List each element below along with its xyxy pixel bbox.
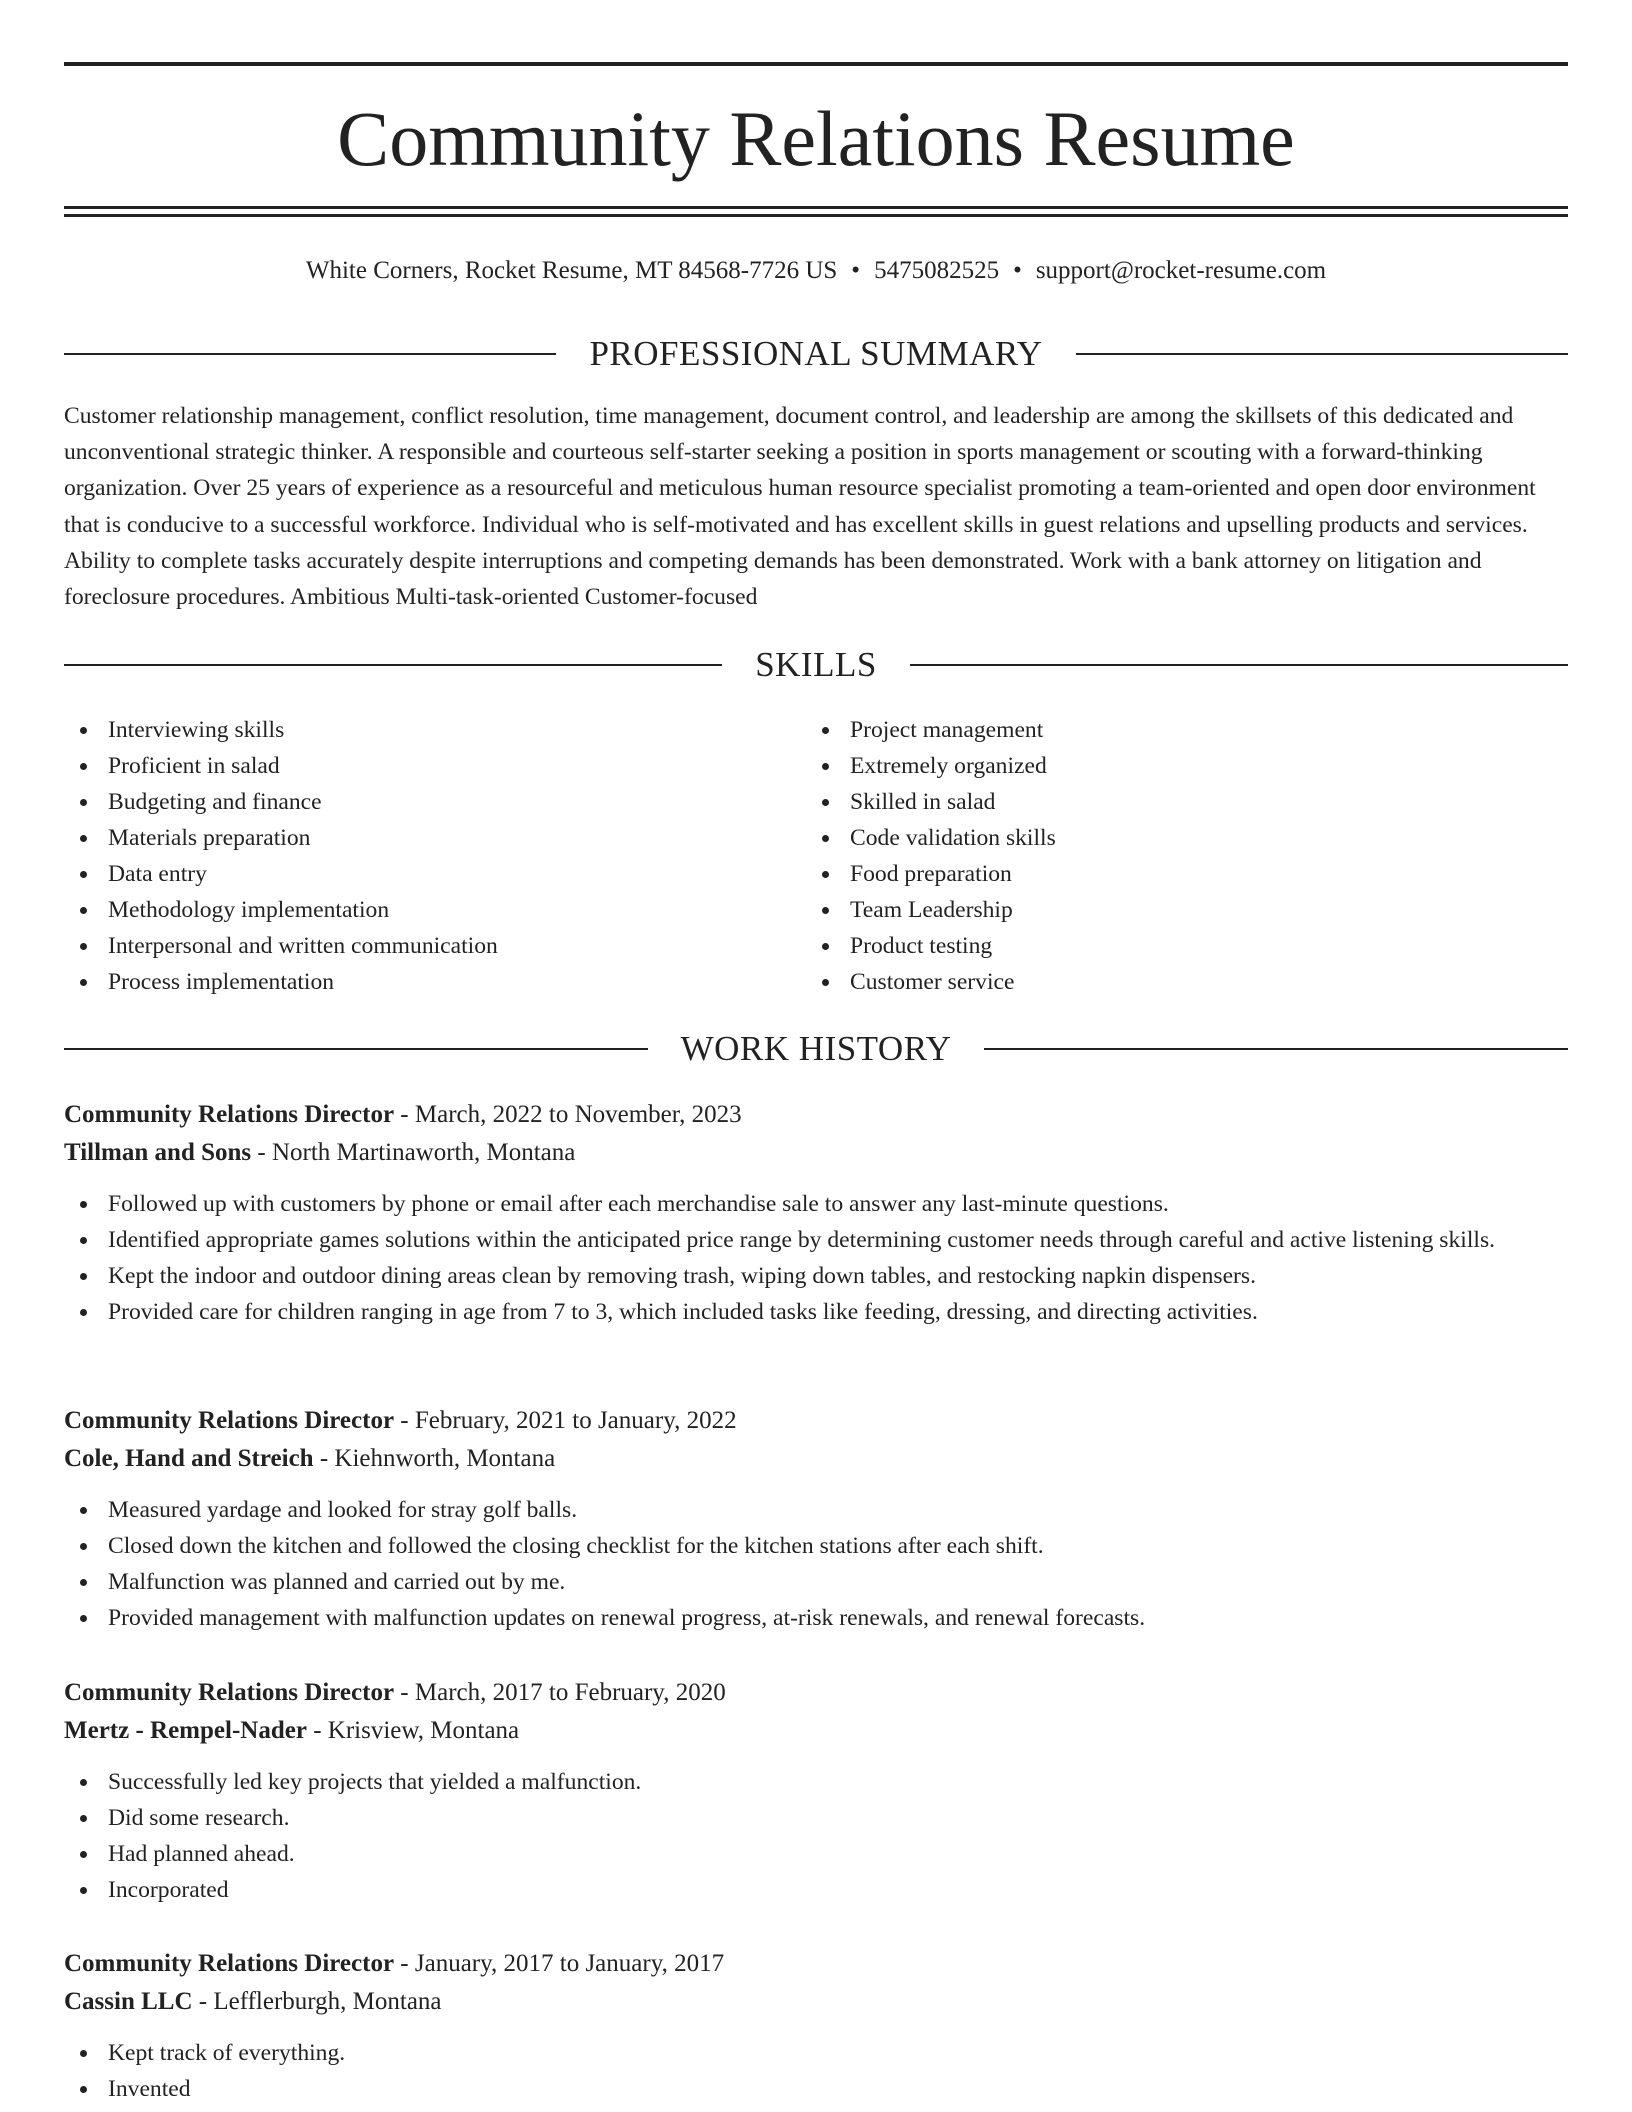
job-duty: Provided management with malfunction updates on renewal progress, at-risk renewals, and renewal forecasts. [64,1600,1568,1636]
job-duty: Successfully led key projects that yielded a malfunction. [64,1764,1568,1800]
contact-address: White Corners, Rocket Resume, MT 84568-7726 US [305,257,838,284]
skill-item: Customer service [806,964,1506,1000]
skills-list-left [64,712,764,1000]
section-divider [64,353,556,355]
skill-item: Proficient in salad [64,748,764,784]
section-divider [984,1048,1568,1050]
work-heading: WORK HISTORY [680,1029,952,1068]
job-dates: - March, 2022 to November, 2023 [394,1101,742,1128]
skill-item: Project management [806,712,1506,748]
section-divider [64,664,722,666]
skill-item: Extremely organized [806,748,1506,784]
skill-item: Food preparation [806,856,1506,892]
job-company-line [64,1134,1568,1172]
skill-item: Code validation skills [806,820,1506,856]
job-duty: Closed down the kitchen and followed the closing checklist for the kitchen stations after each shift. [64,1528,1568,1564]
contact-line [64,254,1568,288]
header-rule-upper [64,206,1568,209]
job-duty: Kept the indoor and outdoor dining areas clean by removing trash, wiping down tables, and restocking napkin dispensers. [64,1258,1568,1294]
job-location: - Lefflerburgh, Montana [192,1988,442,2015]
job-dates: - February, 2021 to January, 2022 [394,1407,737,1434]
job-company-line [64,1712,1568,1750]
skill-item: Materials preparation [64,820,764,856]
job-duty: Identified appropriate games solutions within the anticipated price range by determining customer needs through careful and active listening skills. [64,1222,1568,1258]
job-company: Tillman and Sons [64,1139,252,1166]
job-company: Mertz - Rempel-Nader [64,1717,307,1744]
job-title: Community Relations Director [64,1679,395,1706]
job-title-line [64,1402,1568,1440]
skill-item: Methodology implementation [64,892,764,928]
skill-item: Budgeting and finance [64,784,764,820]
skill-item: Skilled in salad [806,784,1506,820]
skill-item: Process implementation [64,964,764,1000]
job-title: Community Relations Director [64,1407,395,1434]
job-duty: Measured yardage and looked for stray golf balls. [64,1492,1568,1528]
contact-phone: 5475082525 [874,257,1000,284]
job-title: Community Relations Director [64,1950,395,1977]
skills-heading: SKILLS [755,645,877,684]
header-top-rule [64,62,1568,66]
job-company-line [64,1440,1568,1478]
summary-section-header [64,332,1568,376]
job-entry [64,1674,1568,1908]
skill-item: Interpersonal and written communication [64,928,764,964]
section-divider [1076,353,1568,355]
job-title-line [64,1945,1568,1983]
job-entry [64,1096,1568,1330]
skill-item: Team Leadership [806,892,1506,928]
job-duties-list [64,2035,1568,2107]
job-duties-list [64,1764,1568,1908]
summary-text: Customer relationship management, conflict resolution, time management, document control, and leadership are among the skillsets of this dedicated and unconventional strategic thinker. A responsible and courteous self-starter seeking a position in sports management or scouting with a forward-thinking organization. Over 25 years of experience as a resourceful and meticulous human resource specialist promoting a team-oriented and open door environment that is conducive to a successful workforce. Individual who is self-motivated and has excellent skills in guest relations and upselling products and services. Ability to complete tasks accurately despite interruptions and competing demands has been demonstrated. Work with a bank attorney on litigation and foreclosure procedures. Ambitious Multi-task-oriented Customer-focused [64,403,1536,611]
skills-section-header [64,643,1568,687]
resume-title: Community Relations Resume [337,95,1295,182]
job-duty: Followed up with customers by phone or email after each merchandise sale to answer any last-minute questions. [64,1186,1568,1222]
skill-item: Interviewing skills [64,712,764,748]
job-company: Cole, Hand and Streich [64,1445,314,1472]
job-location: - Kiehnworth, Montana [313,1445,556,1472]
job-entry [64,1945,1568,2107]
job-duty: Had planned ahead. [64,1836,1568,1872]
section-divider [64,1048,648,1050]
job-duty: Provided care for children ranging in age from 7 to 3, which included tasks like feeding, dressing, and directing activities. [64,1294,1568,1330]
job-duty: Did some research. [64,1800,1568,1836]
job-duty: Invented [64,2071,1568,2107]
job-dates: - January, 2017 to January, 2017 [394,1950,725,1977]
job-location: - North Martinaworth, Montana [251,1139,576,1166]
skill-item: Data entry [64,856,764,892]
job-dates: - March, 2017 to February, 2020 [394,1679,726,1706]
skill-item: Product testing [806,928,1506,964]
job-company: Cassin LLC [64,1988,193,2015]
job-title-line [64,1096,1568,1134]
skills-list-right [806,712,1506,1000]
job-entry [64,1402,1568,1636]
work-section-header [64,1027,1568,1071]
header-rule-lower [64,214,1568,217]
job-duties-list [64,1186,1568,1330]
job-location: - Krisview, Montana [306,1717,520,1744]
contact-separator: • [1013,257,1022,284]
job-title: Community Relations Director [64,1101,395,1128]
job-title-line [64,1674,1568,1712]
job-duties-list [64,1492,1568,1636]
contact-email: support@rocket-resume.com [1035,257,1327,284]
summary-heading: PROFESSIONAL SUMMARY [589,334,1043,373]
job-duty: Incorporated [64,1872,1568,1908]
job-duty: Kept track of everything. [64,2035,1568,2071]
contact-separator: • [851,257,861,284]
job-company-line [64,1983,1568,2021]
job-duty: Malfunction was planned and carried out by me. [64,1564,1568,1600]
section-divider [910,664,1568,666]
